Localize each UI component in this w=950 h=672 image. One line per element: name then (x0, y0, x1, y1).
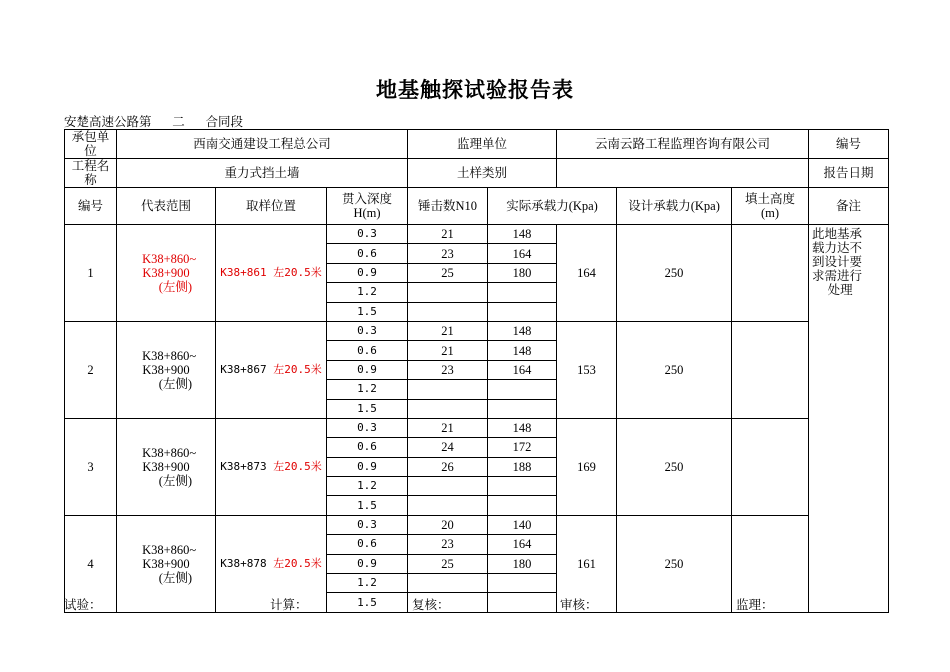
hammer-count-cell: 23 (408, 535, 488, 554)
range-line2: K38+900 (142, 556, 190, 571)
fill-height (732, 225, 809, 322)
soil-type-label: 土样类别 (408, 159, 557, 188)
depth-cell: 0.3 (327, 515, 408, 534)
depth-cell: 1.2 (327, 477, 408, 496)
depth-cell: 1.5 (327, 399, 408, 418)
header-hammer: 锤击数N10 (408, 188, 488, 225)
design-capacity: 250 (617, 225, 732, 322)
signature-test: 试验： (64, 598, 102, 612)
location-offset: 左20.5米 (273, 459, 322, 473)
signature-audit: 审核： (560, 598, 598, 612)
capacity-cell (488, 283, 557, 302)
capacity-cell: 180 (488, 554, 557, 573)
depth-cell: 0.9 (327, 457, 408, 476)
table-row (65, 321, 889, 340)
hammer-count-cell: 26 (408, 457, 488, 476)
supervisor-value: 云南云路工程监理咨询有限公司 (557, 130, 809, 159)
range-line3: (左侧) (158, 279, 193, 294)
hammer-count-cell: 21 (408, 225, 488, 244)
remark-line5: 处理 (827, 283, 853, 297)
group-range (117, 418, 216, 515)
project-name-value: 重力式挡土墙 (117, 159, 408, 188)
location-stake: K38+861 (220, 265, 267, 279)
hammer-count-cell (408, 283, 488, 302)
capacity-cell: 148 (488, 321, 557, 340)
contractor-value: 西南交通建设工程总公司 (117, 130, 408, 159)
depth-cell: 0.3 (327, 225, 408, 244)
depth-cell: 0.6 (327, 341, 408, 360)
capacity-cell (488, 399, 557, 418)
depth-cell: 0.6 (327, 535, 408, 554)
group-number: 3 (65, 418, 117, 515)
number-label: 编号 (809, 130, 889, 159)
capacity-cell: 188 (488, 457, 557, 476)
location-offset: 左20.5米 (273, 265, 322, 279)
column-header-row (65, 188, 889, 225)
capacity-cell (488, 477, 557, 496)
group-range (117, 515, 216, 612)
header-design: 设计承载力(Kpa) (617, 188, 732, 225)
header-actual: 实际承载力(Kpa) (488, 188, 617, 225)
depth-cell: 0.3 (327, 418, 408, 437)
hammer-count-cell: 20 (408, 515, 488, 534)
report-date-label: 报告日期 (809, 159, 889, 188)
depth-cell: 1.5 (327, 593, 408, 612)
group-location (216, 225, 327, 322)
remark-line3: 到设计要 (812, 255, 863, 269)
range-line1: K38+860~ (142, 542, 197, 557)
hammer-count-cell: 25 (408, 554, 488, 573)
depth-cell: 1.5 (327, 496, 408, 515)
depth-cell: 1.2 (327, 380, 408, 399)
group-range (117, 225, 216, 322)
group-number: 2 (65, 321, 117, 418)
remark-line4: 求需进行 (812, 269, 863, 283)
hammer-count-cell: 21 (408, 321, 488, 340)
group-range (117, 321, 216, 418)
signature-supervise: 监理： (736, 598, 774, 612)
range-line1: K38+860~ (142, 251, 197, 266)
project-prefix: 安楚高速公路第 (64, 115, 152, 129)
soil-type-value (557, 159, 809, 188)
range-line1: K38+860~ (142, 348, 197, 363)
contractor-label: 承包单位 (65, 130, 117, 159)
hammer-count-cell (408, 477, 488, 496)
depth-cell: 0.9 (327, 263, 408, 282)
range-line1: K38+860~ (142, 445, 197, 460)
range-line2: K38+900 (142, 459, 190, 474)
range-line3: (左侧) (158, 376, 193, 391)
design-capacity: 250 (617, 515, 732, 612)
remark-cell (809, 225, 889, 613)
capacity-cell: 180 (488, 263, 557, 282)
capacity-cell: 172 (488, 438, 557, 457)
capacity-cell: 148 (488, 341, 557, 360)
actual-capacity: 164 (557, 225, 617, 322)
info-row-1 (65, 130, 889, 159)
range-line2: K38+900 (142, 265, 190, 280)
remark-line1: 此地基承 (812, 227, 863, 241)
group-number: 4 (65, 515, 117, 612)
design-capacity: 250 (617, 321, 732, 418)
header-depth-line1: 贯入深度 (342, 192, 393, 206)
header-no: 编号 (65, 188, 117, 225)
report-title: 地基触探试验报告表 (376, 78, 574, 102)
capacity-cell: 164 (488, 360, 557, 379)
project-section: 二 (152, 116, 206, 130)
report-table (64, 129, 889, 613)
fill-height (732, 418, 809, 515)
hammer-count-cell (408, 496, 488, 515)
depth-cell: 1.5 (327, 302, 408, 321)
header-remark: 备注 (809, 188, 889, 225)
hammer-count-cell (408, 380, 488, 399)
capacity-cell: 148 (488, 418, 557, 437)
depth-cell: 0.3 (327, 321, 408, 340)
group-location (216, 418, 327, 515)
header-depth-line2: H(m) (353, 206, 381, 220)
group-location (216, 321, 327, 418)
location-stake: K38+867 (220, 362, 267, 376)
depth-cell: 1.2 (327, 283, 408, 302)
remark-line2: 载力达不 (812, 241, 863, 255)
header-fill (732, 188, 809, 225)
capacity-cell: 164 (488, 244, 557, 263)
header-range: 代表范围 (117, 188, 216, 225)
location-offset: 左20.5米 (273, 556, 322, 570)
project-suffix: 合同段 (205, 115, 244, 129)
header-fill-line1: 填土高度 (745, 192, 796, 206)
hammer-count-cell: 21 (408, 418, 488, 437)
hammer-count-cell: 21 (408, 341, 488, 360)
signature-review: 复核： (412, 598, 450, 612)
capacity-cell (488, 496, 557, 515)
project-name-label: 工程名称 (65, 159, 117, 188)
capacity-cell (488, 380, 557, 399)
actual-capacity: 161 (557, 515, 617, 612)
header-depth (327, 188, 408, 225)
capacity-cell (488, 593, 557, 612)
header-fill-line2: (m) (761, 206, 780, 220)
actual-capacity: 153 (557, 321, 617, 418)
location-offset: 左20.5米 (273, 362, 322, 376)
table-row (65, 418, 889, 437)
hammer-count-cell (408, 399, 488, 418)
range-line2: K38+900 (142, 362, 190, 377)
location-stake: K38+873 (220, 459, 267, 473)
project-line (64, 112, 243, 130)
depth-cell: 0.6 (327, 244, 408, 263)
capacity-cell (488, 574, 557, 593)
header-location: 取样位置 (216, 188, 327, 225)
location-stake: K38+878 (220, 556, 267, 570)
hammer-count-cell: 24 (408, 438, 488, 457)
depth-cell: 0.9 (327, 360, 408, 379)
fill-height (732, 321, 809, 418)
hammer-count-cell (408, 574, 488, 593)
hammer-count-cell: 25 (408, 263, 488, 282)
depth-cell: 1.2 (327, 574, 408, 593)
hammer-count-cell (408, 302, 488, 321)
table-row (65, 515, 889, 534)
actual-capacity: 169 (557, 418, 617, 515)
range-line3: (左侧) (158, 473, 193, 488)
depth-cell: 0.9 (327, 554, 408, 573)
range-line3: (左侧) (158, 570, 193, 585)
table-row (65, 225, 889, 244)
info-row-2 (65, 159, 889, 188)
signature-calc: 计算： (270, 598, 308, 612)
depth-cell: 0.6 (327, 438, 408, 457)
group-number: 1 (65, 225, 117, 322)
capacity-cell: 140 (488, 515, 557, 534)
capacity-cell (488, 302, 557, 321)
hammer-count-cell: 23 (408, 360, 488, 379)
design-capacity: 250 (617, 418, 732, 515)
capacity-cell: 148 (488, 225, 557, 244)
hammer-count-cell: 23 (408, 244, 488, 263)
capacity-cell: 164 (488, 535, 557, 554)
supervisor-label: 监理单位 (408, 130, 557, 159)
